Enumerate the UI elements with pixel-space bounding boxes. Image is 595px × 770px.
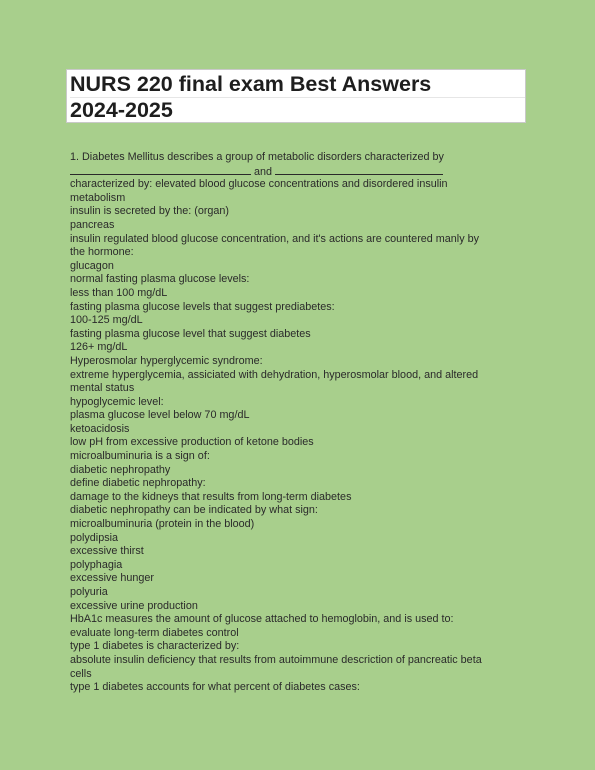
text-line: microalbuminuria (protein in the blood) [70,518,255,531]
blank-conjunction: and [254,165,273,178]
text-line: excessive hunger [70,572,155,585]
text-line: diabetic nephropathy can be indicated by what sign: [70,504,318,517]
text-line: low pH from excessive production of ketone bodies [70,436,314,449]
document-title-box [66,69,526,123]
text-line: microalbuminuria is a sign of: [70,450,210,463]
text-line: mental status [70,382,135,395]
text-line: less than 100 mg/dL [70,286,168,299]
text-line: damage to the kidneys that results from long-term diabetes [70,490,352,503]
answer-blank-2 [275,165,443,175]
text-line: excessive thirst [70,545,144,558]
text-line: HbA1c measures the amount of glucose attached to hemoglobin, and is used to: [70,613,454,626]
text-line: type 1 diabetes accounts for what percent of diabetes cases: [70,681,360,694]
question-1-intro: 1. Diabetes Mellitus describes a group of metabolic disorders characterized by [70,151,444,163]
text-line: fasting plasma glucose levels that suggest prediabetes: [70,300,335,313]
text-line: ketoacidosis [70,422,130,435]
document-title-line-1: NURS 220 final exam Best Answers [70,72,525,98]
text-line: absolute insulin deficiency that results from autoimmune descriction of pancreatic beta [70,653,482,666]
text-line: Hyperosmolar hyperglycemic syndrome: [70,354,263,367]
question-1-blanks [70,165,520,179]
text-line: insulin regulated blood glucose concentration, and it's actions are countered manly by [70,232,479,245]
text-line: excessive urine production [70,599,198,612]
text-line: metabolism [70,191,126,204]
text-line: polyphagia [70,558,123,571]
text-line: glucagon [70,259,114,272]
text-line: 100-125 mg/dL [70,314,143,327]
text-line: extreme hyperglycemia, assiciated with dehydration, hyperosmolar blood, and altered [70,368,479,381]
text-line: characterized by: elevated blood glucose concentrations and disordered insulin [70,178,448,191]
text-line: normal fasting plasma glucose levels: [70,273,250,286]
text-line: polydipsia [70,531,119,544]
text-line: the hormone: [70,246,134,259]
text-line: hypoglycemic level: [70,395,164,408]
document-title-line-2: 2024-2025 [70,98,173,122]
text-line: cells [70,667,92,680]
text-line: insulin is secreted by the: (organ) [70,205,230,218]
document-body [70,151,520,695]
text-line: evaluate long-term diabetes control [70,626,239,639]
text-line: diabetic nephropathy [70,463,171,476]
text-line: define diabetic nephropathy: [70,477,206,490]
text-line: 126+ mg/dL [70,341,128,354]
answer-blank-1 [70,165,251,175]
text-line: fasting plasma glucose level that suggest diabetes [70,327,311,340]
text-line: type 1 diabetes is characterized by: [70,640,240,653]
text-line: polyuria [70,586,108,598]
text-line: plasma glucose level below 70 mg/dL [70,409,250,422]
text-line: pancreas [70,218,115,231]
